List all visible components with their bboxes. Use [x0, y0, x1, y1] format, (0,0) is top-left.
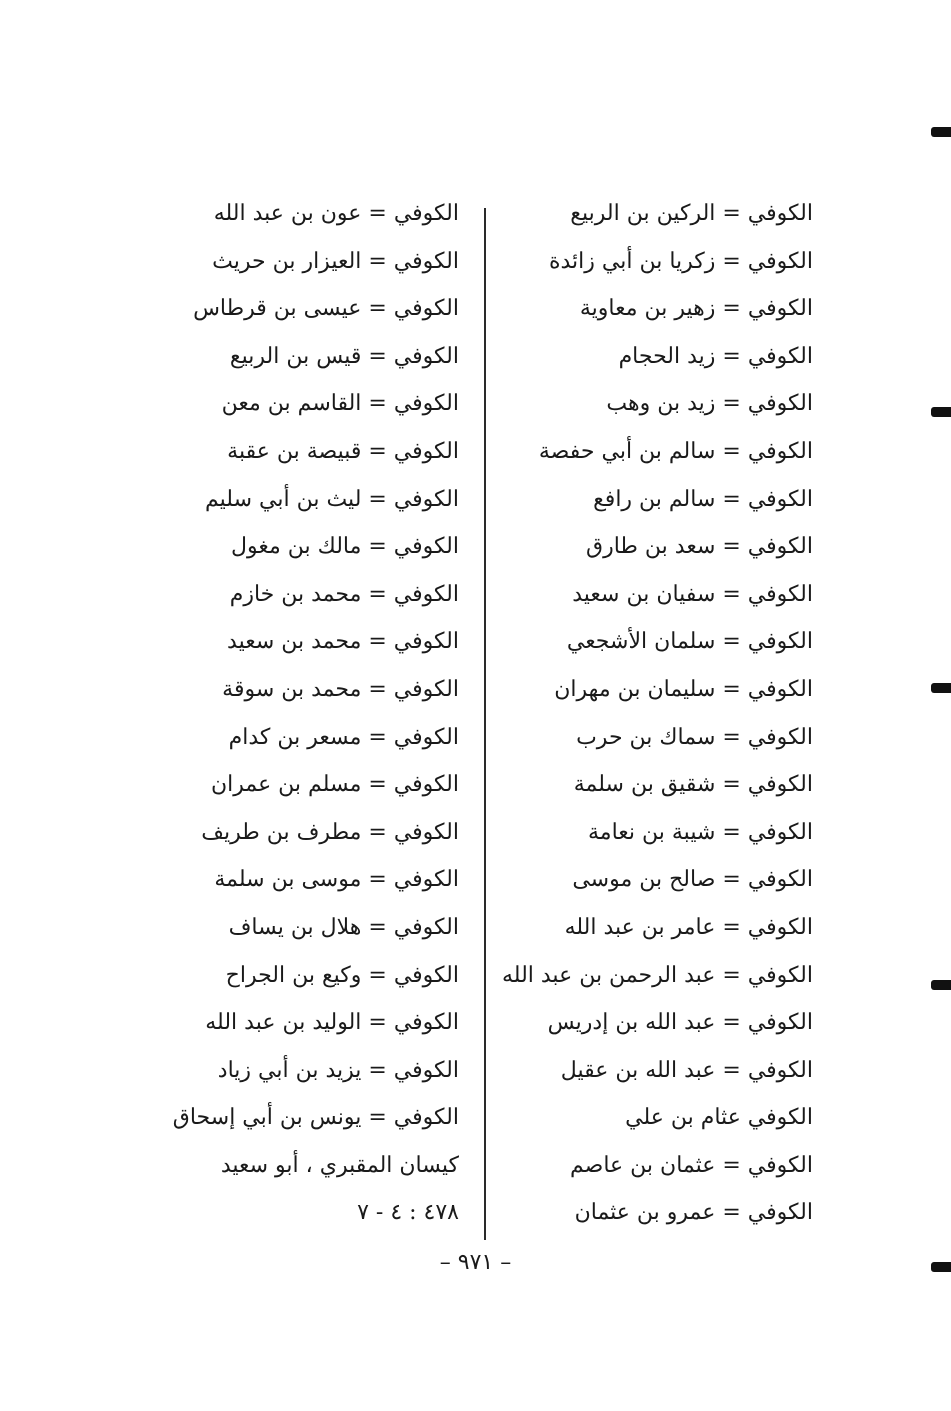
scan-edge-mark: [931, 980, 951, 990]
list-item: الكوفي = زيد الحجام: [618, 343, 813, 369]
list-item: الكوفي = زيد بن وهب: [606, 391, 813, 417]
scan-edge-mark: [931, 1262, 951, 1272]
page-number: – ٩٧١ –: [439, 1250, 512, 1275]
volume-page-reference: ٤٧٨ : ٤ - ٧: [357, 1200, 459, 1226]
list-item: الكوفي = سالم بن أبي حفصة: [538, 438, 813, 464]
list-item: كيسان المقبري ، أبو سعيد: [220, 1152, 459, 1178]
list-item: الكوفي = القاسم بن معن: [221, 391, 459, 417]
list-item: الكوفي = سلمان الأشجعي: [566, 629, 813, 655]
list-item: الكوفي = وكيع بن الجراح: [225, 962, 459, 988]
list-item: الكوفي = مسلم بن عمران: [210, 772, 459, 798]
list-item: الكوفي = سالم بن رافع: [593, 486, 813, 512]
list-item: الكوفي = قبيصة بن عقبة: [227, 438, 459, 464]
list-item: الكوفي = سليمان بن مهران: [554, 676, 813, 702]
list-item: الكوفي = عبد الله بن إدريس: [547, 1010, 813, 1036]
list-item: الكوفي = مسعر بن كدام: [228, 724, 459, 750]
right-column: [493, 190, 813, 1237]
list-item: الكوفي = موسى بن سلمة: [214, 867, 459, 893]
list-item: الكوفي = مالك بن مغول: [231, 534, 459, 560]
list-item: الكوفي = قيس بن الربيع: [229, 343, 459, 369]
list-item: الكوفي = عيسى بن قرطاس: [193, 296, 459, 322]
scan-edge-mark: [931, 407, 951, 417]
list-item: الكوفي = محمد بن خازم: [229, 581, 459, 607]
list-item: الكوفي = عمرو بن عثمان: [574, 1200, 813, 1226]
list-item: الكوفي = محمد بن سعيد: [227, 629, 459, 655]
list-item: الكوفي = صالح بن موسى: [572, 867, 813, 893]
column-divider: [484, 208, 486, 1240]
list-item: الكوفي = هلال بن يساف: [228, 914, 459, 940]
list-item: الكوفي = مطرف بن طريف: [201, 819, 459, 845]
list-item: الكوفي = عثمان بن عاصم: [570, 1152, 813, 1178]
left-column: [159, 190, 459, 1237]
list-item: الكوفي = محمد بن سوقة: [222, 676, 459, 702]
list-item: الكوفي = العيزار بن حريث: [212, 248, 459, 274]
list-item: الكوفي = عبد الله بن عقيل: [560, 1057, 813, 1083]
list-item: الكوفي = يونس بن أبي إسحاق: [172, 1105, 459, 1131]
list-item: الكوفي = سعد بن طارق: [586, 534, 813, 560]
scan-edge-mark: [931, 683, 951, 693]
list-item: الكوفي = عبد الرحمن بن عبد الله: [502, 962, 813, 988]
list-item: الكوفي = سفيان بن سعيد: [572, 581, 813, 607]
list-item: الكوفي = عون بن عبد الله: [213, 201, 459, 226]
list-item: الكوفي = عامر بن عبد الله: [564, 914, 813, 940]
list-item: الكوفي = يزيد بن أبي زياد: [217, 1057, 459, 1083]
list-item: الكوفي = شقيق بن سلمة: [573, 772, 813, 798]
list-item: الكوفي = سماك بن حرب: [576, 724, 813, 750]
list-item: الكوفي = ليث بن أبي سليم: [205, 486, 459, 512]
list-item: الكوفي = زهير بن معاوية: [579, 296, 813, 322]
list-item: الكوفي = الركين بن الربيع: [570, 201, 813, 226]
scan-edge-mark: [931, 127, 951, 137]
list-item: الكوفي عثام بن علي: [625, 1105, 813, 1131]
list-item: الكوفي = شيبة بن نعامة: [588, 819, 813, 845]
list-item: الكوفي = الوليد بن عبد الله: [205, 1010, 459, 1036]
list-item: الكوفي = زكريا بن أبي زائدة: [548, 248, 813, 274]
